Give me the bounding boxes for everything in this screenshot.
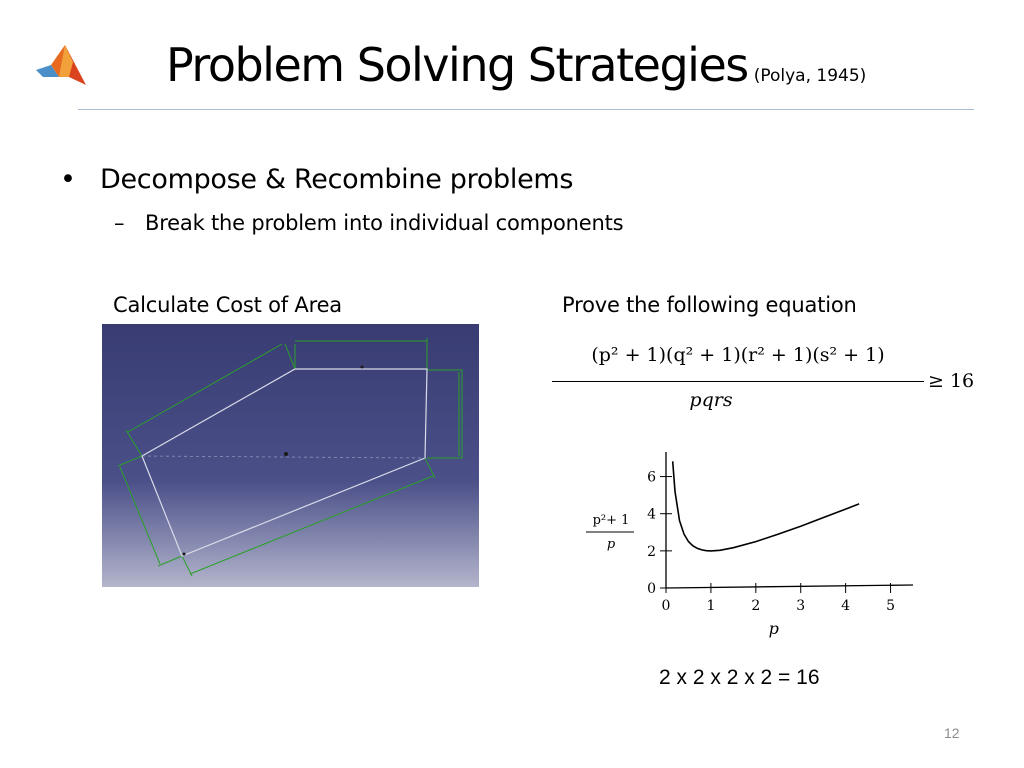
y-tick-label: 6	[647, 469, 656, 486]
citation: (Polya, 1945)	[753, 66, 867, 86]
slide-title	[166, 38, 866, 92]
y-tick-label: 0	[647, 581, 656, 597]
x-axis	[666, 585, 913, 588]
bullet-marker: •	[60, 164, 76, 195]
curve-line	[673, 461, 859, 551]
y-label-denominator: p	[606, 537, 616, 552]
bullet-text: Decompose & Recombine problems	[100, 164, 574, 195]
x-axis-label: p	[768, 619, 779, 638]
inequality-equation	[552, 344, 992, 416]
result-equation: 2 x 2 x 2 x 2 = 16	[659, 666, 820, 689]
title-divider	[78, 109, 974, 110]
fraction-bar	[552, 381, 924, 382]
equation-denominator: pqrs	[689, 389, 733, 411]
x-tick-label: 2	[751, 598, 761, 614]
area-caption: Calculate Cost of Area	[113, 293, 342, 317]
y-label-numerator: p²+ 1	[592, 513, 630, 528]
x-tick-label: 0	[661, 598, 671, 614]
sub-bullet-marker: –	[114, 211, 125, 235]
function-plot	[576, 448, 926, 648]
title-text: Problem Solving Strategies	[166, 38, 748, 92]
sub-bullet-text: Break the problem into individual components	[145, 211, 624, 235]
y-tick-label: 2	[647, 543, 656, 560]
x-tick-label: 1	[706, 598, 716, 614]
y-tick-label: 4	[647, 506, 656, 523]
equation-numerator: (p² + 1)(q² + 1)(r² + 1)(s² + 1)	[591, 344, 885, 366]
page-number: 12	[944, 725, 960, 741]
equation-relation: ≥ 16	[928, 370, 975, 392]
x-tick-label: 3	[796, 598, 806, 614]
equation-caption: Prove the following equation	[562, 293, 857, 317]
cad-area-image	[102, 324, 479, 587]
plot-layer	[647, 452, 913, 638]
x-tick-label: 4	[841, 598, 851, 614]
matlab-logo-icon	[34, 40, 88, 90]
x-tick-label: 5	[886, 598, 896, 614]
